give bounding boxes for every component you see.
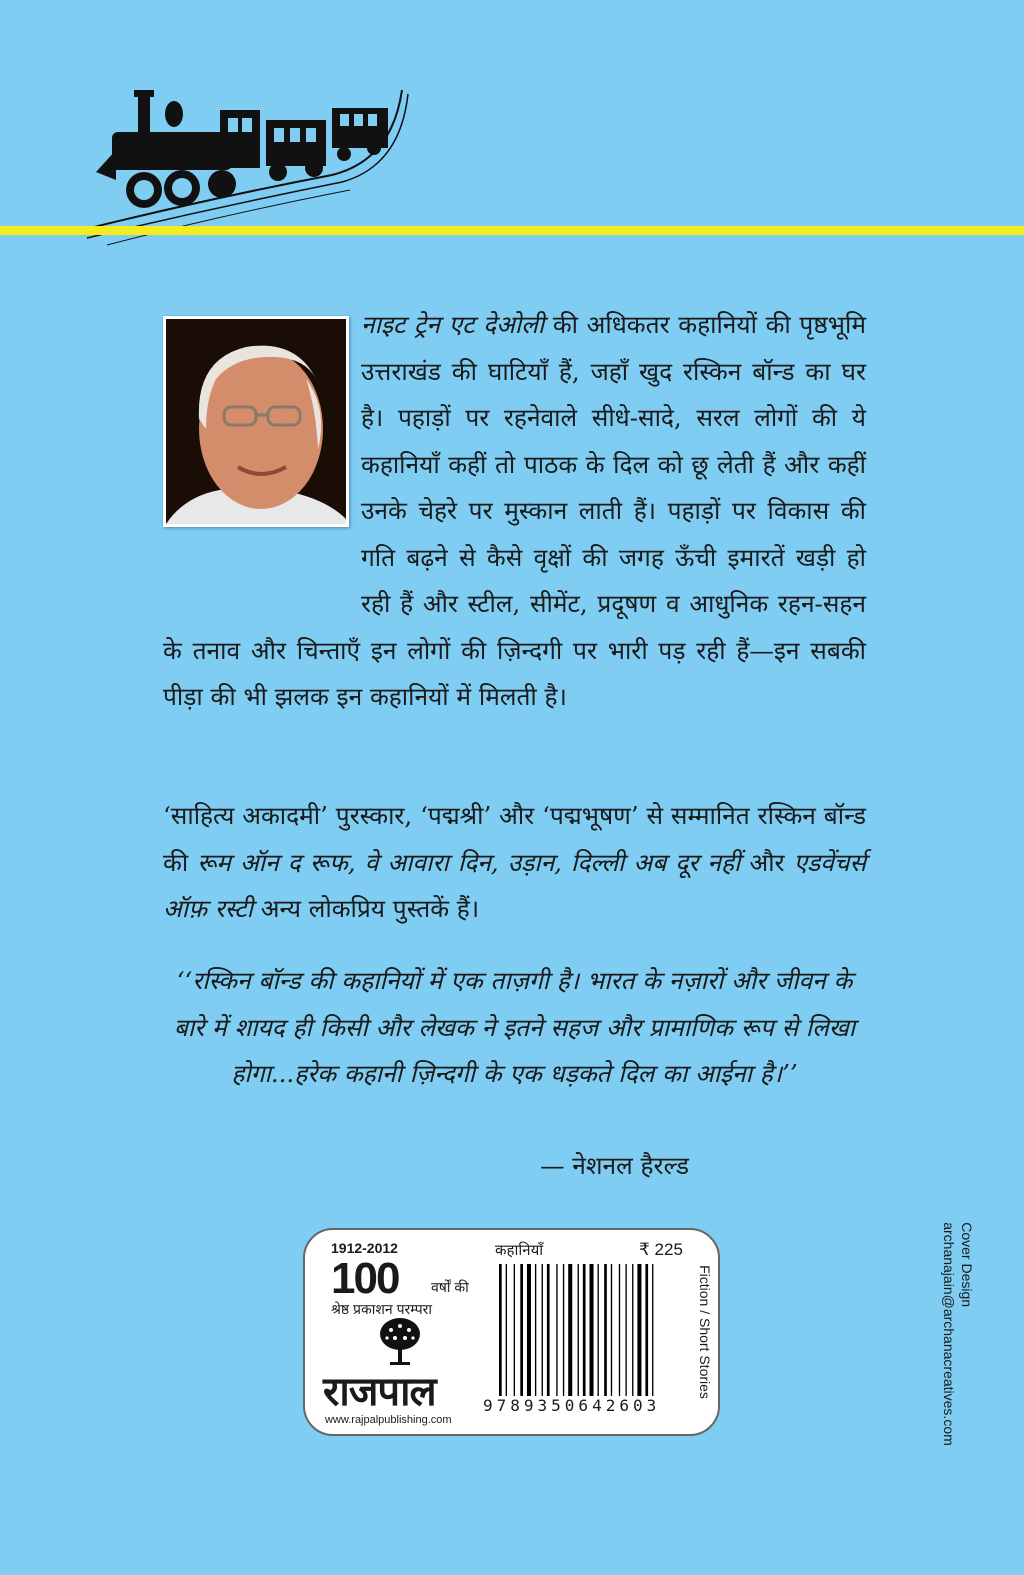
genre-label: कहानियाँ xyxy=(495,1242,544,1259)
credit-line-1: Cover Design xyxy=(959,1222,975,1308)
barcode-bar xyxy=(547,1264,550,1396)
barcode-bar xyxy=(625,1264,626,1396)
train-illustration xyxy=(82,80,412,250)
bio-book-5: एडवेंचर्स ऑफ़ रस्टी xyxy=(163,847,867,923)
barcode-bar xyxy=(611,1264,612,1396)
cover-credit xyxy=(940,1222,976,1446)
tree-logo-icon xyxy=(377,1316,423,1368)
isbn-digits: 9789350642603 xyxy=(483,1396,661,1415)
barcode-bar xyxy=(598,1264,599,1396)
barcode-bar xyxy=(527,1264,531,1396)
barcode-bar xyxy=(556,1264,557,1396)
publisher-barcode-box xyxy=(303,1228,720,1436)
barcode-bar xyxy=(520,1264,523,1396)
publisher-years-suffix: वर्षों की xyxy=(431,1279,469,1295)
barcode-bar xyxy=(637,1264,641,1396)
author-bio xyxy=(163,793,866,933)
barcode-bar xyxy=(619,1264,620,1396)
bio-book-4: दिल्ली अब दूर नहीं xyxy=(571,847,741,877)
bio-and: और xyxy=(749,847,785,877)
barcode-bar xyxy=(568,1264,572,1396)
description-text: की अधिकतर कहानियों की पृष्ठभूमि उत्तराखंड की घाटियाँ हैं, जहाँ खुद रस्किन बॉन्ड का घर है। पहाड़ों पर रहनेवाले सीधे-सादे, सरल लोगों की ये कहानियाँ कहीं तो पाठक के दिल को छू लेती हैं और कहीं उनके चेहरे पर मुस्कान लाती हैं। पहाड़ों पर विकास की गति बढ़ने से कैसे वृक्षों की जगह ऊँची इमारतें खड़ी हो रही हैं और स्टील, सीमेंट, प्रदूषण व आधुनिक रहन-सहन के तनाव और चिन्ताएँ इन लोगों की ज़िन्दगी पर भारी पड़ रही हैं—इन सबकी पीड़ा की भी झलक इन कहानियों में मिलती है। xyxy=(163,310,866,711)
barcode-bar xyxy=(652,1264,653,1396)
barcode-bar xyxy=(583,1264,586,1396)
barcode-bar xyxy=(542,1264,543,1396)
barcode-bar xyxy=(499,1264,502,1396)
bio-book-2: वे आवारा दिन, xyxy=(364,847,499,877)
barcode-bar xyxy=(578,1264,579,1396)
bio-book-3: उड़ान, xyxy=(507,847,562,877)
publisher-tradition: श्रेष्ठ प्रकाशन परम्परा xyxy=(331,1301,433,1317)
publisher-logo-text: राजपाल xyxy=(323,1370,436,1414)
barcode-bar xyxy=(645,1264,648,1396)
isbn-barcode xyxy=(497,1264,677,1396)
bio-lead: ‘साहित्य अकादमी’ पुरस्कार, ‘पद्मश्री’ और ‘पद्मभूषण’ से सम्मानित रस्किन बॉन्ड की xyxy=(163,801,866,877)
bio-tail: अन्य लोकप्रिय पुस्तकें हैं। xyxy=(260,894,480,923)
category-label: Fiction / Short Stories xyxy=(697,1265,713,1399)
book-description xyxy=(163,302,866,721)
publisher-100: 100 xyxy=(331,1254,399,1303)
credit-line-2: archanajain@archanacreatives.com xyxy=(941,1222,957,1446)
quote-source: — नेशनल हैरल्ड xyxy=(540,1151,689,1180)
bio-book-1: रूम ऑन द रूफ, xyxy=(197,847,356,877)
price-label: ₹ 225 xyxy=(639,1240,683,1259)
barcode-bar xyxy=(604,1264,607,1396)
yellow-divider xyxy=(0,226,1024,235)
barcode-bar xyxy=(506,1264,507,1396)
barcode-bar xyxy=(535,1264,536,1396)
book-title: नाइट ट्रेन एट देओली xyxy=(361,310,545,339)
publisher-years: 1912-2012 xyxy=(331,1240,398,1256)
barcode-bar xyxy=(590,1264,594,1396)
barcode-bar xyxy=(632,1264,633,1396)
barcode-bar xyxy=(514,1264,515,1396)
barcode-bar xyxy=(563,1264,564,1396)
review-quote: ‘‘रस्किन बॉन्ड की कहानियों में एक ताज़गी है। भारत के नज़ारों और जीवन के बारे में शायद ही किसी और लेखक ने इतने सहज और प्रामाणिक रूप से लिखा होगा...हरेक कहानी ज़िन्दगी के एक धड़कते दिल का आईना है।’’ xyxy=(173,966,856,1088)
publisher-url: www.rajpalpublishing.com xyxy=(325,1414,452,1426)
